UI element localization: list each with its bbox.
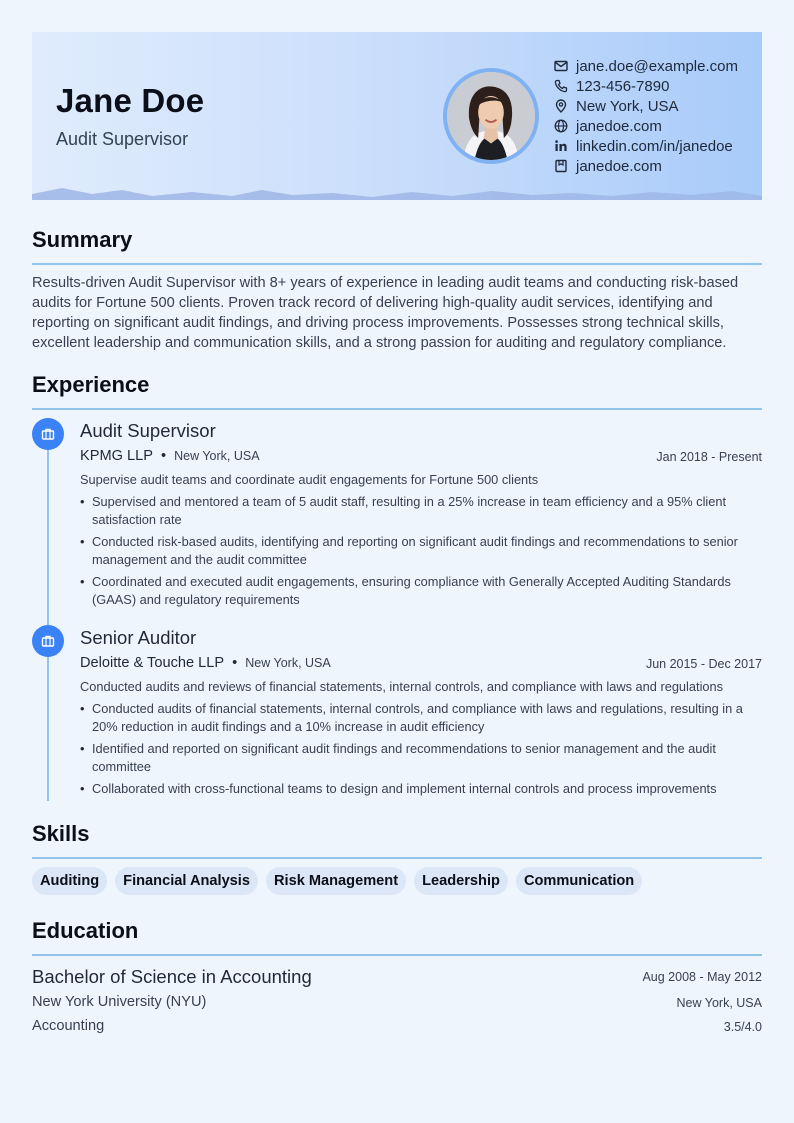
skill-tag: Leadership bbox=[414, 867, 508, 895]
skills-divider bbox=[32, 857, 762, 859]
skill-tag: Communication bbox=[516, 867, 642, 895]
skills-list bbox=[32, 867, 642, 895]
list-item: • Supervised and mentored a team of 5 audit staff, resulting in a 25% increase in team efficiency and a 95% client satisfaction rate bbox=[80, 493, 750, 529]
experience-heading: Experience bbox=[32, 372, 150, 397]
job-company: KPMG LLP • New York, USA bbox=[80, 448, 260, 464]
education-location: New York, USA bbox=[676, 996, 762, 1010]
list-item: • Conducted audits of financial statements, internal controls, and compliance with laws and regulations, resulting in a 20% reduction in audit findings and a 10% increase in audit efficiency bbox=[80, 700, 750, 736]
summary-divider bbox=[32, 263, 762, 265]
portfolio-icon bbox=[554, 159, 568, 173]
contact-phone-text: 123-456-7890 bbox=[576, 77, 670, 95]
candidate-title: Audit Supervisor bbox=[56, 129, 189, 149]
job-bullets bbox=[80, 700, 750, 802]
linkedin-icon bbox=[554, 139, 568, 153]
briefcase-icon bbox=[32, 418, 64, 450]
resume-header bbox=[32, 32, 762, 200]
list-item: • Collaborated with cross-functional teams to design and implement internal controls and process improvements bbox=[80, 780, 750, 798]
job-company: Deloitte & Touche LLP • New York, USA bbox=[80, 655, 331, 671]
education-gpa: 3.5/4.0 bbox=[723, 1020, 762, 1034]
list-item: • Coordinated and executed audit engagements, ensuring compliance with Generally Accepted Auditing Standards (GAAS) and regulatory requirements bbox=[80, 573, 750, 609]
company-name: Deloitte & Touche LLP bbox=[80, 655, 225, 671]
contact-phone[interactable] bbox=[554, 76, 738, 96]
contact-portfolio-text: janedoe.com bbox=[576, 157, 662, 175]
job-summary: Supervise audit teams and coordinate audit engagements for Fortune 500 clients bbox=[80, 472, 539, 487]
job-title: Audit Supervisor bbox=[80, 420, 216, 441]
skill-tag: Financial Analysis bbox=[115, 867, 258, 895]
contact-location-text: New York, USA bbox=[576, 97, 679, 115]
contact-list bbox=[554, 56, 738, 176]
company-name: KPMG LLP bbox=[80, 448, 153, 464]
list-item: • Identified and reported on significant audit findings and recommendations to senior management and the audit committee bbox=[80, 740, 750, 776]
contact-linkedin-text: linkedin.com/in/janedoe bbox=[576, 137, 733, 155]
contact-portfolio[interactable] bbox=[554, 156, 738, 176]
skills-heading: Skills bbox=[32, 821, 90, 846]
job-dates: Jun 2015 - Dec 2017 bbox=[645, 657, 762, 671]
job-summary: Conducted audits and reviews of financial statements, internal controls, and compliance with laws and regulations bbox=[80, 679, 724, 694]
skill-tag: Auditing bbox=[32, 867, 107, 895]
skill-tag: Risk Management bbox=[266, 867, 406, 895]
list-item: • Conducted risk-based audits, identifying and reporting on significant audit findings and recommendations to senior management and the audit committee bbox=[80, 533, 750, 569]
experience-divider bbox=[32, 408, 762, 410]
summary-heading: Summary bbox=[32, 227, 133, 252]
job-bullets bbox=[80, 493, 750, 613]
job-location: New York, USA bbox=[245, 656, 331, 670]
contact-website-text: janedoe.com bbox=[576, 117, 662, 135]
education-heading: Education bbox=[32, 918, 139, 943]
education-dates: Aug 2008 - May 2012 bbox=[642, 970, 762, 984]
job-dates: Jan 2018 - Present bbox=[656, 450, 762, 464]
contact-website[interactable] bbox=[554, 116, 738, 136]
phone-icon bbox=[554, 79, 568, 93]
education-degree: Bachelor of Science in Accounting bbox=[32, 966, 312, 987]
globe-icon bbox=[554, 119, 568, 133]
mail-icon bbox=[554, 59, 568, 73]
education-divider bbox=[32, 954, 762, 956]
contact-email[interactable] bbox=[554, 56, 738, 76]
job-title: Senior Auditor bbox=[80, 627, 197, 648]
contact-location bbox=[554, 96, 738, 116]
education-field: Accounting bbox=[32, 1018, 105, 1034]
contact-linkedin[interactable] bbox=[554, 136, 738, 156]
candidate-name: Jane Doe bbox=[56, 82, 205, 119]
education-school: New York University (NYU) bbox=[32, 994, 207, 1010]
contact-email-text: jane.doe@example.com bbox=[576, 57, 738, 75]
profile-photo bbox=[443, 68, 539, 164]
header-mountain-decoration bbox=[32, 184, 762, 200]
experience-timeline bbox=[47, 434, 49, 801]
briefcase-icon bbox=[32, 625, 64, 657]
summary-text: Results-driven Audit Supervisor with 8+ years of experience in leading audit teams and conducting risk-based audits for Fortune 500 clients. Proven track record of delivering high-quality audit services, identifying and reporting on significant audit findings, and driving process improvements. Possesses strong technical skills, excellent leadership and communication skills, and a strong passion for auditing and regulatory compliance. bbox=[32, 275, 739, 351]
job-location: New York, USA bbox=[174, 449, 260, 463]
location-icon bbox=[554, 99, 568, 113]
